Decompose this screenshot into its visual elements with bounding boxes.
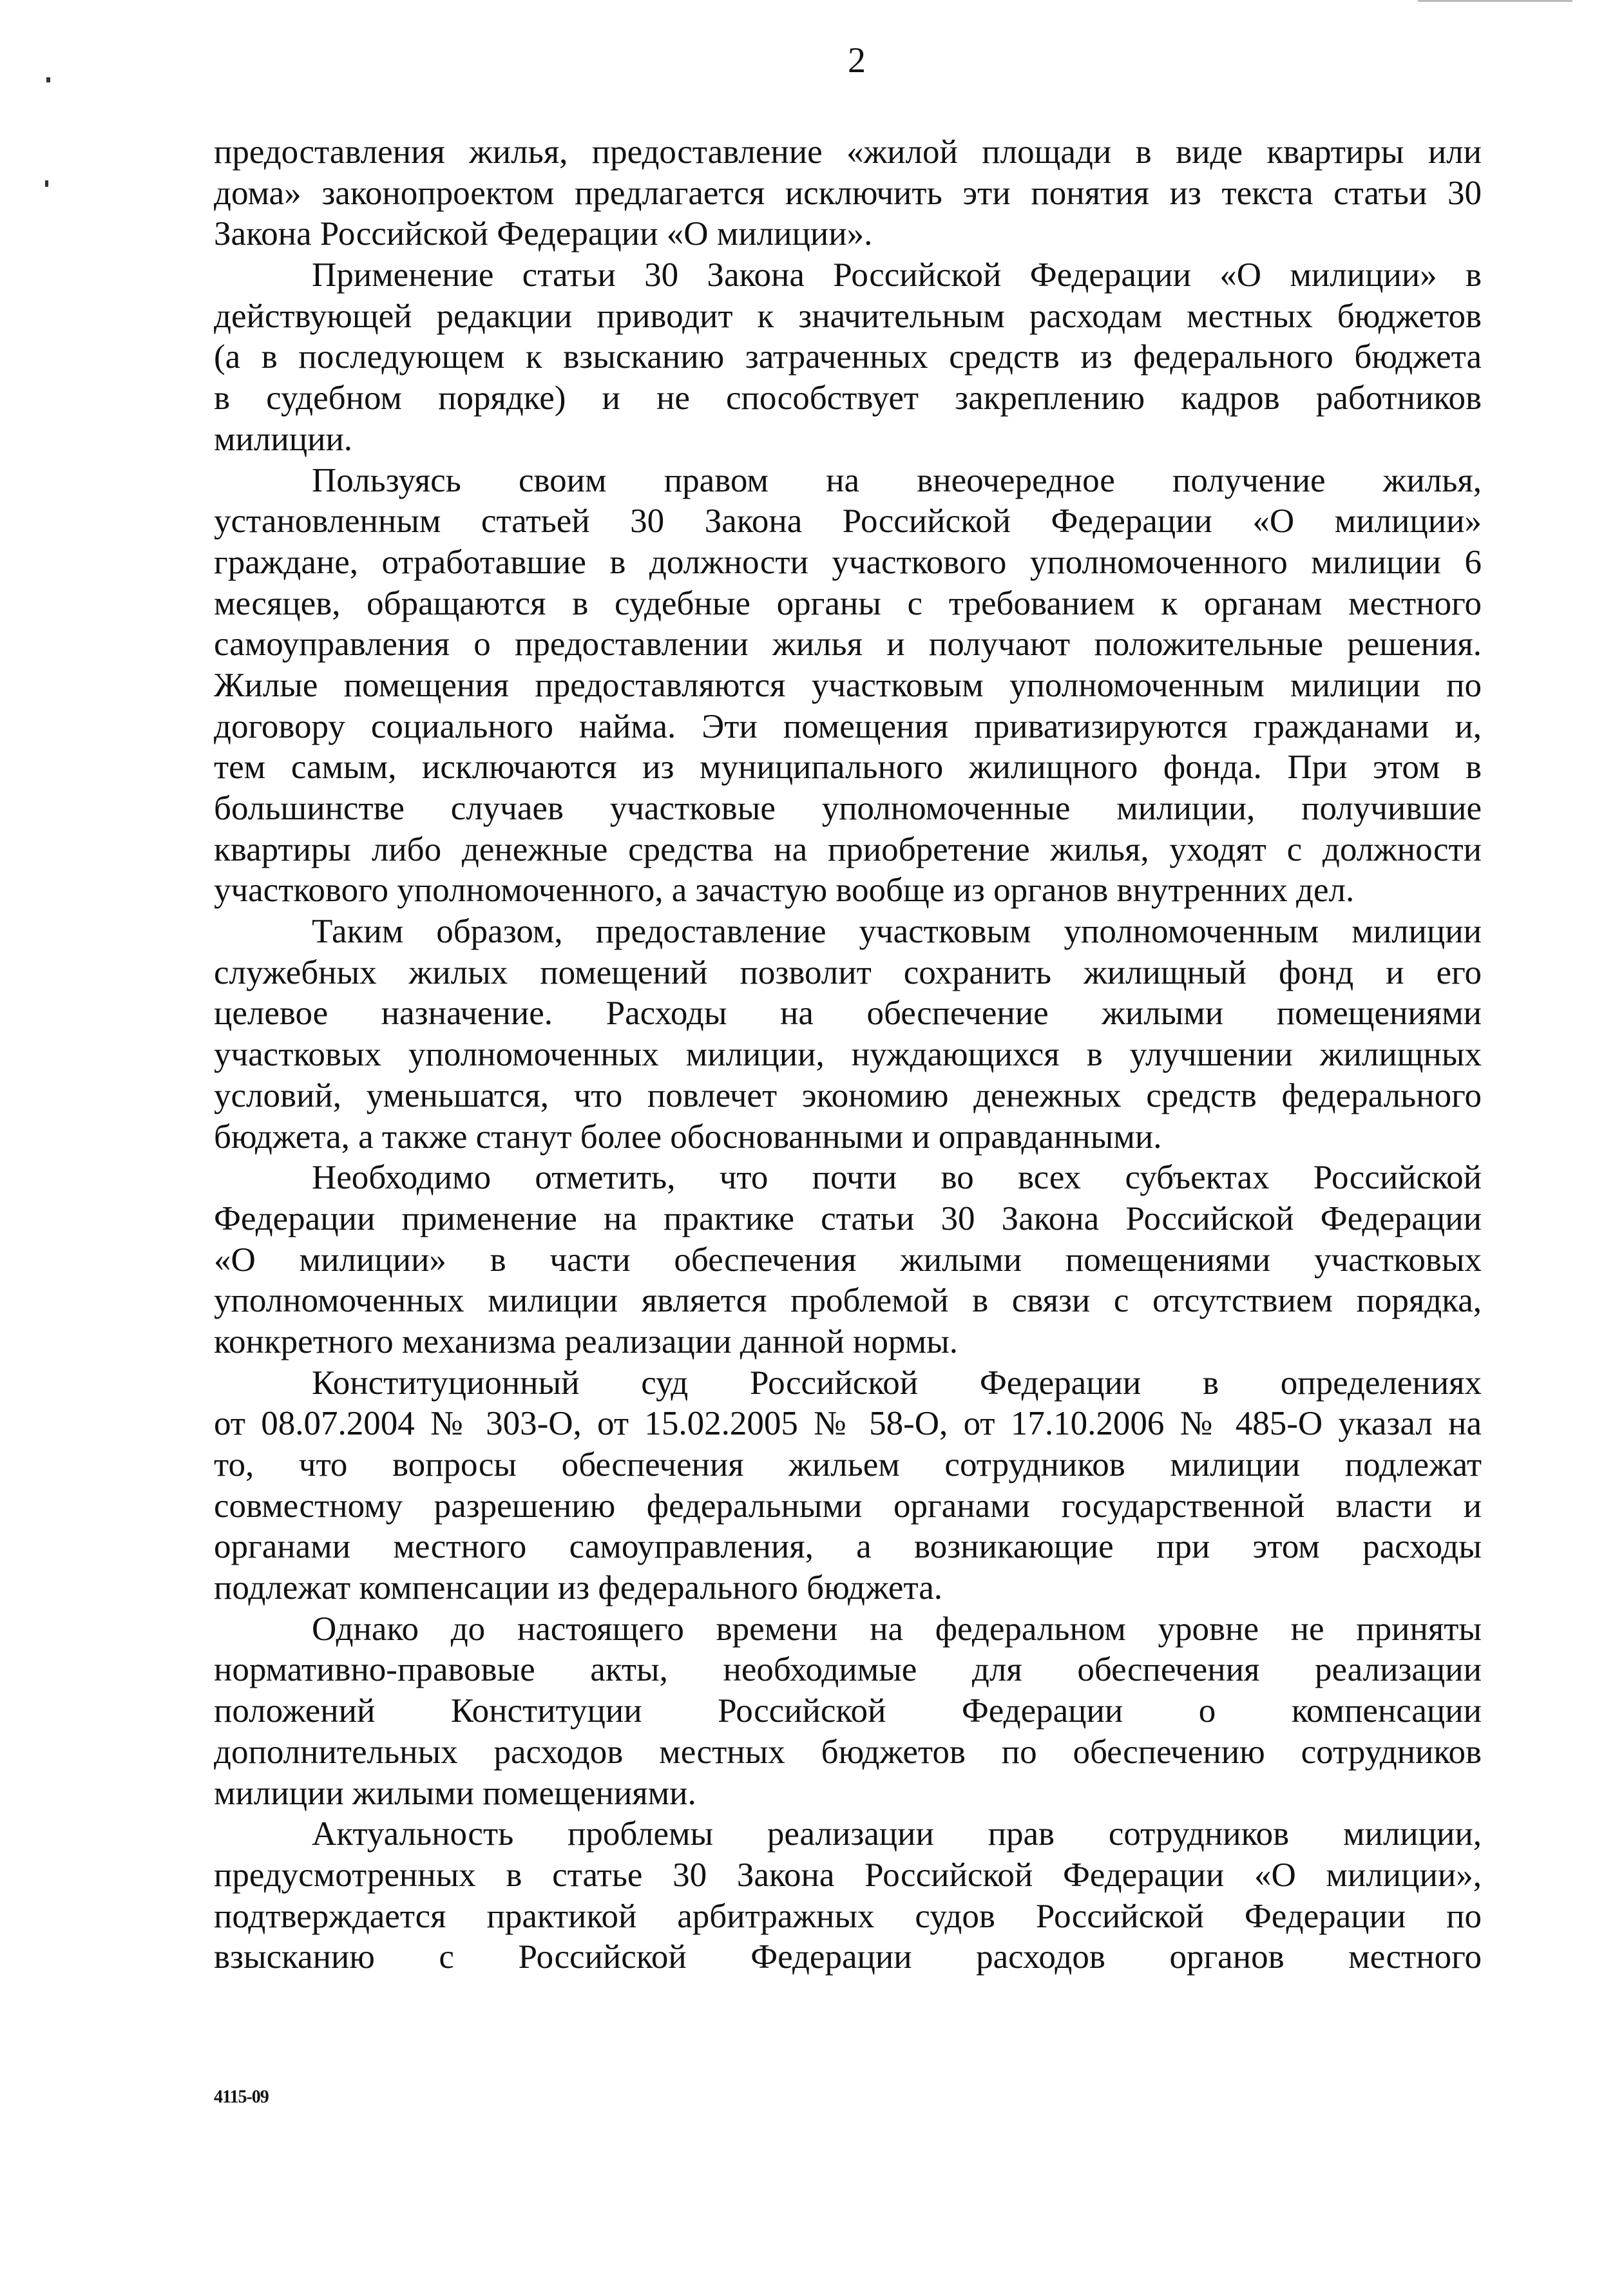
- text-line: дома» законопроектом предлагается исключить эти понятия из текста статьи 30: [214, 174, 1482, 212]
- text-line: от 08.07.2004 № 303-О, от 15.02.2005 № 58-О, от 17.10.2006 № 485-О указал на: [214, 1405, 1482, 1443]
- text-line: подтверждается практикой арбитражных судов Российской Федерации по: [214, 1897, 1482, 1935]
- paragraph: [214, 461, 1482, 912]
- text-line: служебных жилых помещений позволит сохранить жилищный фонд и его: [214, 953, 1482, 991]
- text-line: предусмотренных в статье 30 Закона Российской Федерации «О милиции»,: [214, 1856, 1482, 1894]
- text-line: дополнительных расходов местных бюджетов по обеспечению сотрудников: [214, 1733, 1482, 1771]
- paragraph: [214, 255, 1482, 460]
- document-body: [214, 132, 1482, 1978]
- text-line: договору социального найма. Эти помещения приватизируются гражданами и,: [214, 707, 1482, 745]
- text-line: Жилые помещения предоставляются участковым уполномоченным милиции по: [214, 666, 1482, 704]
- text-line: милиции жилыми помещениями.: [214, 1774, 696, 1812]
- paragraph: [214, 1158, 1482, 1362]
- text-line: целевое назначение. Расходы на обеспечение жилыми помещениями: [214, 995, 1482, 1033]
- text-line: квартиры либо денежные средства на приобретение жилья, уходят с должности: [214, 830, 1482, 868]
- text-line: в судебном порядке) и не способствует закреплению кадров работников: [214, 379, 1482, 417]
- text-line: предоставления жилья, предоставление «жилой площади в виде квартиры или: [214, 133, 1482, 171]
- page-number: 2: [848, 41, 866, 81]
- text-line: самоуправления о предоставлении жилья и получают положительные решения.: [214, 625, 1482, 663]
- text-line: Закона Российской Федерации «О милиции».: [214, 215, 873, 253]
- text-line: (а в последующем к взысканию затраченных средств из федерального бюджета: [214, 338, 1482, 376]
- scan-edge-mark: [1418, 0, 1572, 2]
- document-code: 4115-09: [214, 2087, 269, 2107]
- text-line: Пользуясь своим правом на внеочередное получение жилья,: [312, 461, 1482, 499]
- text-line: участковых уполномоченных милиции, нуждающихся в улучшении жилищных: [214, 1036, 1482, 1074]
- text-line: Федерации применение на практике статьи 30 Закона Российской Федерации: [214, 1199, 1482, 1237]
- text-line: граждане, отработавшие в должности участкового уполномоченного милиции 6: [214, 543, 1482, 581]
- text-line: совместному разрешению федеральными органами государственной власти и: [214, 1487, 1482, 1525]
- text-line: конкретного механизма реализации данной нормы.: [214, 1322, 959, 1360]
- text-line: большинстве случаев участковые уполномоченные милиции, получившие: [214, 790, 1482, 827]
- text-line: установленным статьей 30 Закона Российской Федерации «О милиции»: [214, 502, 1482, 540]
- text-line: взысканию с Российской Федерации расходов органов местного: [214, 1938, 1482, 1976]
- text-line: бюджета, а также станут более обоснованными и оправданными.: [214, 1118, 1162, 1156]
- text-line: Необходимо отметить, что почти во всех субъектах Российской: [312, 1159, 1482, 1197]
- text-line: подлежат компенсации из федерального бюджета.: [214, 1569, 943, 1607]
- paragraph: [214, 1363, 1482, 1609]
- text-line: Таким образом, предоставление участковым уполномоченным милиции: [312, 913, 1482, 951]
- text-line: тем самым, исключаются из муниципального жилищного фонда. При этом в: [214, 749, 1482, 787]
- text-line: органами местного самоуправления, а возникающие при этом расходы: [214, 1528, 1482, 1566]
- text-line: Однако до настоящего времени на федеральном уровне не приняты: [312, 1610, 1482, 1648]
- paragraph: [214, 1609, 1482, 1814]
- paragraph: [214, 132, 1482, 255]
- text-line: участкового уполномоченного, а зачастую вообще из органов внутренних дел.: [214, 872, 1355, 910]
- text-line: то, что вопросы обеспечения жильем сотрудников милиции подлежат: [214, 1446, 1482, 1483]
- scan-speck: [45, 180, 48, 187]
- paragraph: [214, 1814, 1482, 1978]
- text-line: милиции.: [214, 420, 353, 458]
- text-line: положений Конституции Российской Федерации о компенсации: [214, 1692, 1482, 1730]
- text-line: «О милиции» в части обеспечения жилыми помещениями участковых: [214, 1241, 1482, 1279]
- text-line: условий, уменьшатся, что повлечет экономию денежных средств федерального: [214, 1076, 1482, 1114]
- text-line: уполномоченных милиции является проблемой в связи с отсутствием порядка,: [214, 1282, 1482, 1320]
- text-line: Применение статьи 30 Закона Российской Федерации «О милиции» в: [312, 256, 1482, 294]
- text-line: нормативно-правовые акты, необходимые для обеспечения реализации: [214, 1651, 1482, 1689]
- paragraph: [214, 911, 1482, 1158]
- text-line: Конституционный суд Российской Федерации в определениях: [312, 1364, 1482, 1402]
- text-line: Актуальность проблемы реализации прав сотрудников милиции,: [312, 1815, 1482, 1853]
- text-line: действующей редакции приводит к значительным расходам местных бюджетов: [214, 297, 1482, 335]
- text-line: месяцев, обращаются в судебные органы с требованием к органам местного: [214, 584, 1482, 622]
